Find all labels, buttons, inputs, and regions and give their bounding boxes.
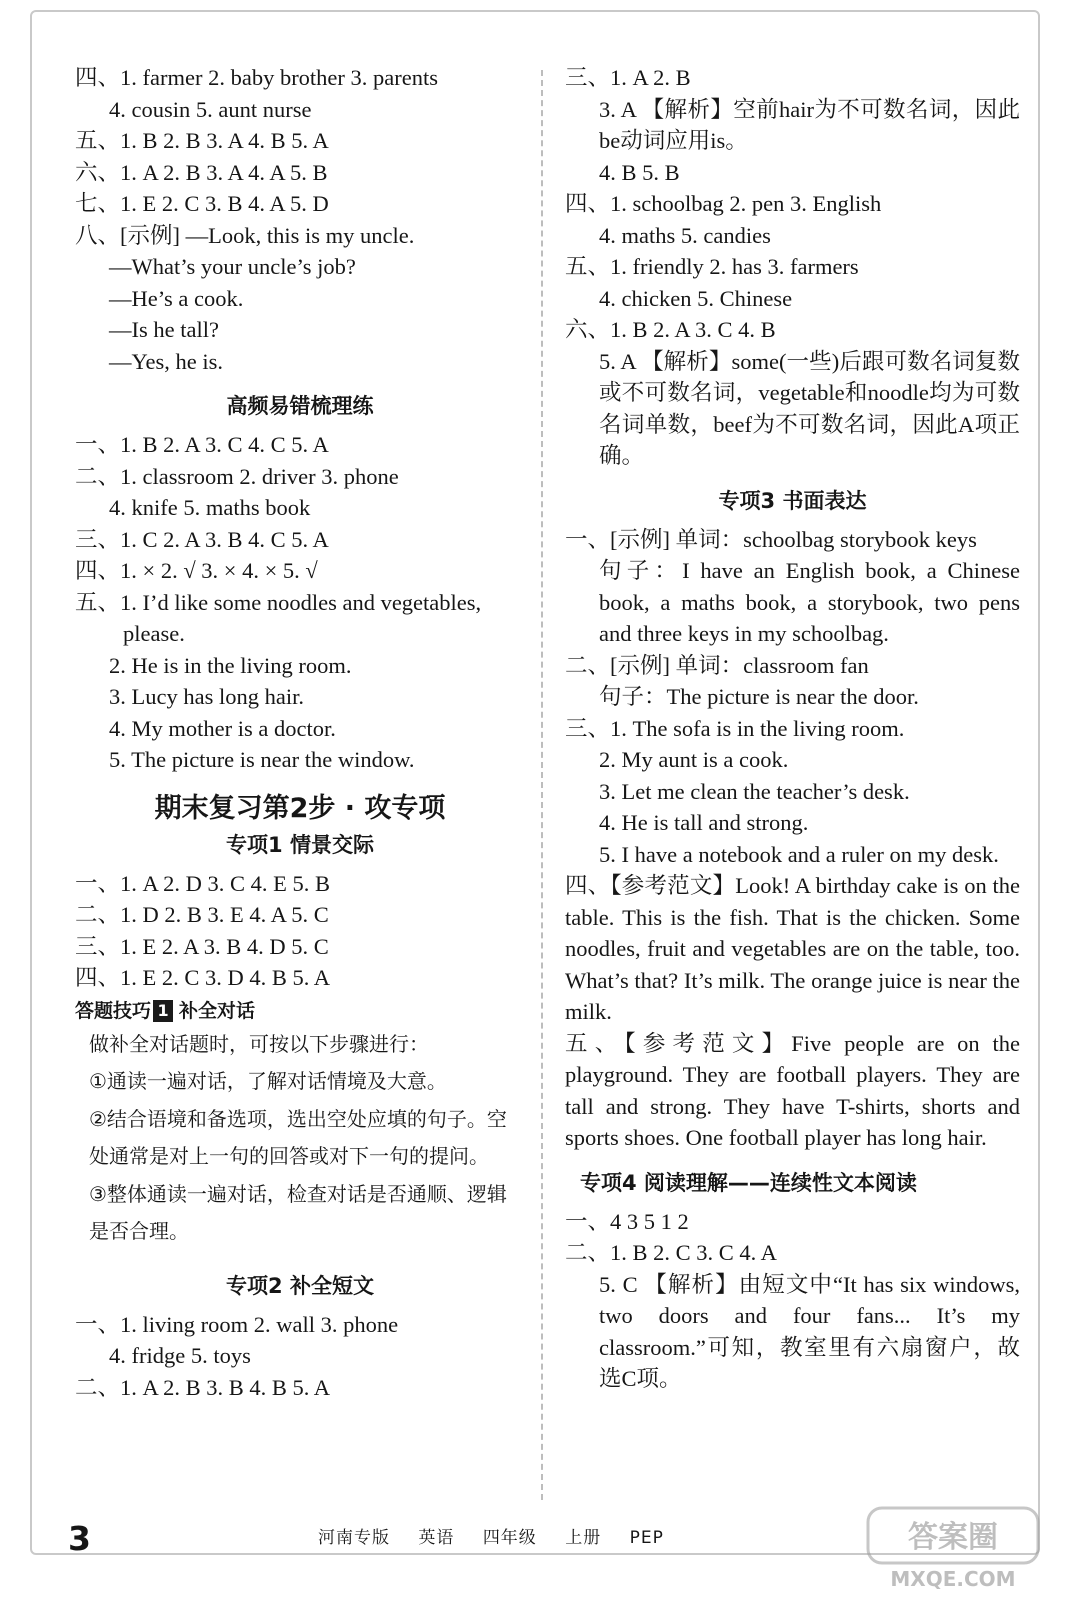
answer-line: 一、4 3 5 1 2 (565, 1208, 689, 1234)
answer-line: 七、1. E 2. C 3. B 4. A 5. D (75, 191, 329, 216)
answer-line: please. (123, 621, 185, 646)
answer-explanation: 3. A 【解析】空前hair为不可数名词，因此be动词应用is。 (599, 96, 1020, 153)
answer-line: 4. knife 5. maths book (109, 495, 311, 520)
answer-line: 3. Lucy has long hair. (109, 684, 304, 709)
answer-line: —What’s your uncle’s job? (109, 254, 356, 279)
tip-line: ①通读一遍对话，了解对话情境及大意。 (89, 1069, 447, 1093)
watermark-text: MXQE.COM (890, 1567, 1016, 1591)
answer-line: 5. The picture is near the window. (109, 747, 415, 772)
tip-header (75, 996, 525, 1026)
answer-line: 三、1. A 2. B (565, 65, 691, 90)
answer-line: 一、1. A 2. D 3. C 4. E 5. B (75, 870, 331, 896)
section-title: 高频易错梳理练 (226, 394, 374, 418)
answer-line: 三、1. The sofa is in the living room. (565, 715, 905, 741)
tip-line: ②结合语境和备选项，选出空处应填的句子。空处通常是对上一句的回答或对下一句的提问。 (89, 1106, 507, 1168)
answer-line: 二、1. B 2. C 3. C 4. A (565, 1240, 777, 1265)
answer-line: 句子：I have an English book, a Chinese book, a maths book, a storybook, two pens and three keys in my schoolbag. (599, 558, 1020, 646)
watermark-logo (860, 1500, 1045, 1595)
answer-line: 四、1. farmer 2. baby brother 3. parents (75, 65, 439, 90)
watermark-logo-text: 答案圈 (908, 1520, 998, 1555)
answer-line: 4. B 5. B (599, 159, 680, 185)
answer-line: 4. He is tall and strong. (599, 810, 809, 835)
answer-line: 五、1. I’d like some noodles and vegetables, (75, 589, 482, 615)
answer-line: —Is he tall? (109, 317, 219, 342)
answer-line: —He’s a cook. (109, 285, 244, 311)
answer-line: 5. I have a notebook and a ruler on my desk. (599, 841, 999, 867)
answer-line: 五、1. friendly 2. has 3. farmers (565, 254, 859, 279)
right-column (565, 62, 1020, 1395)
section-title: 专项2 补全短文 (226, 1273, 374, 1298)
section-title: 专项4 阅读理解——连续性文本阅读 (580, 1170, 917, 1195)
sample-essay: 五、【参考范文】Five people are on the playground. They are football players. They are tall and strong. They have T-shirts, shorts and sports shoes. One football player has long hair. (565, 1030, 1020, 1150)
answer-line: 2. My aunt is a cook. (599, 747, 789, 772)
left-column (75, 62, 525, 1403)
answer-line: 二、1. D 2. B 3. E 4. A 5. C (75, 902, 329, 927)
answer-line: 4. My mother is a doctor. (109, 715, 336, 741)
answer-line: 四、1. E 2. C 3. D 4. B 5. A (75, 965, 331, 990)
tip-line: ③整体通读一遍对话，检查对话是否通顺、逻辑是否合理。 (89, 1181, 507, 1243)
answer-line: 二、1. classroom 2. driver 3. phone (75, 463, 399, 489)
answer-line: 二、1. A 2. B 3. B 4. B 5. A (75, 1374, 331, 1400)
answer-line: 三、1. E 2. A 3. B 4. D 5. C (75, 933, 329, 959)
footer-publisher: PEP (629, 1528, 664, 1548)
footer-volume: 上册 (565, 1528, 602, 1548)
answer-line: 六、1. B 2. A 3. C 4. B (565, 317, 776, 342)
answer-line: 四、1. × 2. √ 3. × 4. × 5. √ (75, 558, 318, 583)
answer-line: 二、[示例] 单词：classroom fan (565, 652, 869, 678)
answer-line: 句子：The picture is near the door. (599, 684, 919, 709)
tip-body (75, 1026, 525, 1251)
answer-line: 一、1. living room 2. wall 3. phone (75, 1311, 399, 1337)
answer-line: 一、[示例] 单词：schoolbag storybook keys (565, 526, 977, 552)
answer-line: 六、1. A 2. B 3. A 4. A 5. B (75, 159, 328, 185)
section-title: 专项1 情景交际 (226, 832, 374, 857)
page-number: 3 (68, 1519, 91, 1558)
answer-line: 4. cousin 5. aunt nurse (109, 96, 312, 122)
answer-line: 4. chicken 5. Chinese (599, 285, 793, 311)
footer-edition: 河南专版 (318, 1528, 390, 1548)
answer-explanation: 5. C 【解析】由短文中“It has six windows, two doors and four fans... It’s my classroom.”可知，教室里有六扇窗户，故选C项。 (599, 1271, 1020, 1391)
answer-line: 八、[示例] —Look, this is my uncle. (75, 222, 415, 248)
footer-subject: 英语 (418, 1528, 455, 1548)
column-divider (541, 70, 543, 1500)
footer-info (318, 1523, 686, 1548)
answer-line: 三、1. C 2. A 3. B 4. C 5. A (75, 526, 329, 552)
answer-line: —Yes, he is. (109, 348, 223, 374)
answer-line: 2. He is in the living room. (109, 652, 352, 678)
footer-grade: 四年级 (482, 1528, 537, 1548)
answer-explanation: 5. A 【解析】some(一些)后跟可数名词复数或不可数名词，vegetable和noodle均为可数名词单数，beef为不可数名词，因此A项正确。 (599, 348, 1020, 468)
tip-title: 补全对话 (179, 999, 256, 1022)
tip-label: 答题技巧 (75, 999, 152, 1022)
answer-line: 五、1. B 2. B 3. A 4. B 5. A (75, 128, 329, 153)
answer-line: 4. fridge 5. toys (109, 1343, 251, 1368)
section-title: 专项3 书面表达 (718, 488, 867, 513)
tip-number-badge: 1 (153, 1000, 173, 1022)
answer-line: 一、1. B 2. A 3. C 4. C 5. A (75, 432, 329, 457)
sample-essay: 四、【参考范文】Look! A birthday cake is on the table. This is the fish. That is the chicken. Some noodles, fruit and vegetables are on the table, too. What’s that? It’s milk. The orange juice is near the milk. (565, 873, 1020, 1024)
answer-line: 4. maths 5. candies (599, 222, 771, 248)
tip-line: 做补全对话题时，可按以下步骤进行： (89, 1031, 429, 1056)
answer-line: 3. Let me clean the teacher’s desk. (599, 778, 910, 804)
chapter-title: 期末复习第2步 · 攻专项 (154, 792, 446, 824)
answer-line: 四、1. schoolbag 2. pen 3. English (565, 191, 882, 216)
